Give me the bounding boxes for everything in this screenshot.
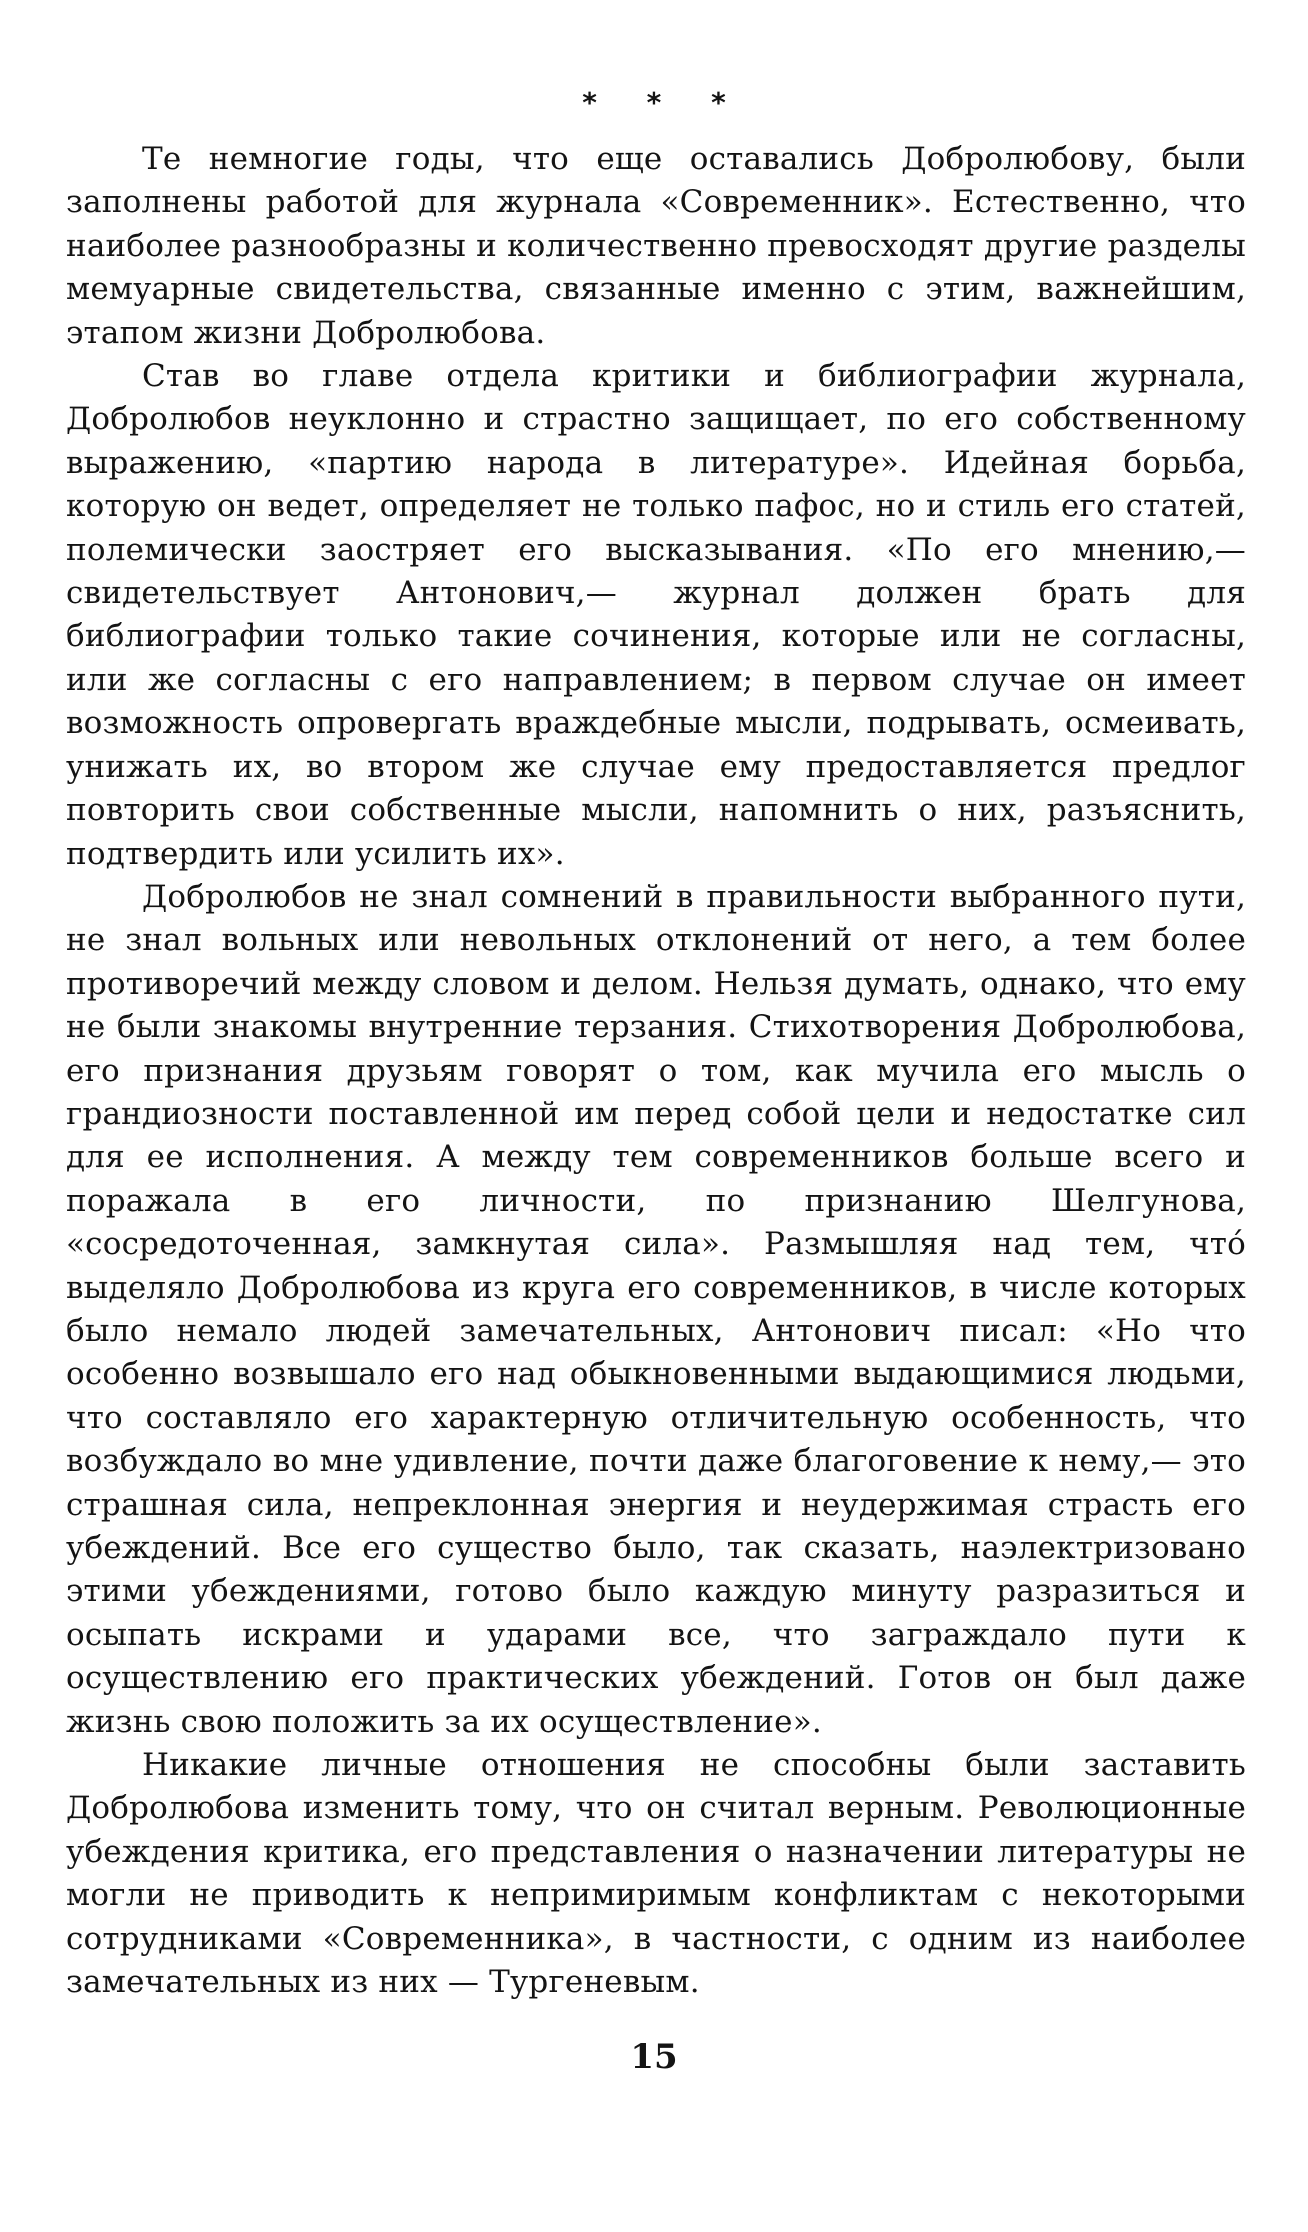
body-text (66, 138, 1246, 2004)
paragraph-4: Никакие личные отношения не способны были заставить Добролюбова изменить тому, что он считал верным. Революционные убеждения критика, его представления о назначении литературы не могли не приводить к непримиримым конфликтам с некоторыми сотрудниками «Современника», в частности, с одним из наиболее замечательных из них — Тургеневым. (66, 1747, 1246, 2001)
paragraph-2: Став во главе отдела критики и библиографии журнала, Добролюбов неуклонно и страстно защищает, по его собственному выражению, «партию народа в литературе». Идейная борьба, которую он ведет, определяет не только пафос, но и стиль его статей, полемически заостряет его высказывания. «По его мнению,— свидетельствует Антонович,— журнал должен брать для библиографии только такие сочинения, которые или не согласны, или же согласны с его направлением; в первом случае он имеет возможность опровергать враждебные мысли, подрывать, осмеивать, унижать их, во втором же случае ему предоставляется предлог повторить свои собственные мысли, напомнить о них, разъяснить, подтвердить или усилить их». (66, 358, 1246, 872)
paragraph-1: Те немногие годы, что еще оставались Добролюбову, были заполнены работой для журнала «Современник». Естественно, что наиболее разнообразны и количественно превосходят другие разделы мемуарные свидетельства, связанные именно с этим, важнейшим, этапом жизни Добролюбова. (66, 141, 1246, 351)
section-ornament: * * * (582, 86, 746, 119)
paragraph-3: Добролюбов не знал сомнений в правильности выбранного пути, не знал вольных или невольных отклонений от него, а тем более противоречий между словом и делом. Нельзя думать, однако, что ему не были знакомы внутренние терзания. Стихотворения Добролюбова, его признания друзьям говорят о том, как мучила его мысль о грандиозности поставленной им перед собой цели и недостатке сил для ее исполнения. А между тем современников больше всего и поражала в его личности, по признанию Шелгунова, «сосредоточенная, замкнутая сила». Размышляя над тем, что́ выделяло Добролюбова из круга его современников, в числе которых было немало людей замечательных, Антонович писал: «Но что особенно возвышало его над обыкновенными выдающимися людьми, что составляло его характерную отличительную особенность, что возбуждало во мне удивление, почти даже благоговение к нему,— это страшная сила, непреклонная энергия и неудержимая страсть его убеждений. Все его существо было, так сказать, наэлектризовано этими убеждениями, готово было каждую минуту разразиться и осыпать искрами и ударами все, что заграждало пути к осуществлению его практических убеждений. Готов он был даже жизнь свою положить за их осуществление». (66, 878, 1246, 1740)
page-number: 15 (630, 2037, 678, 2077)
